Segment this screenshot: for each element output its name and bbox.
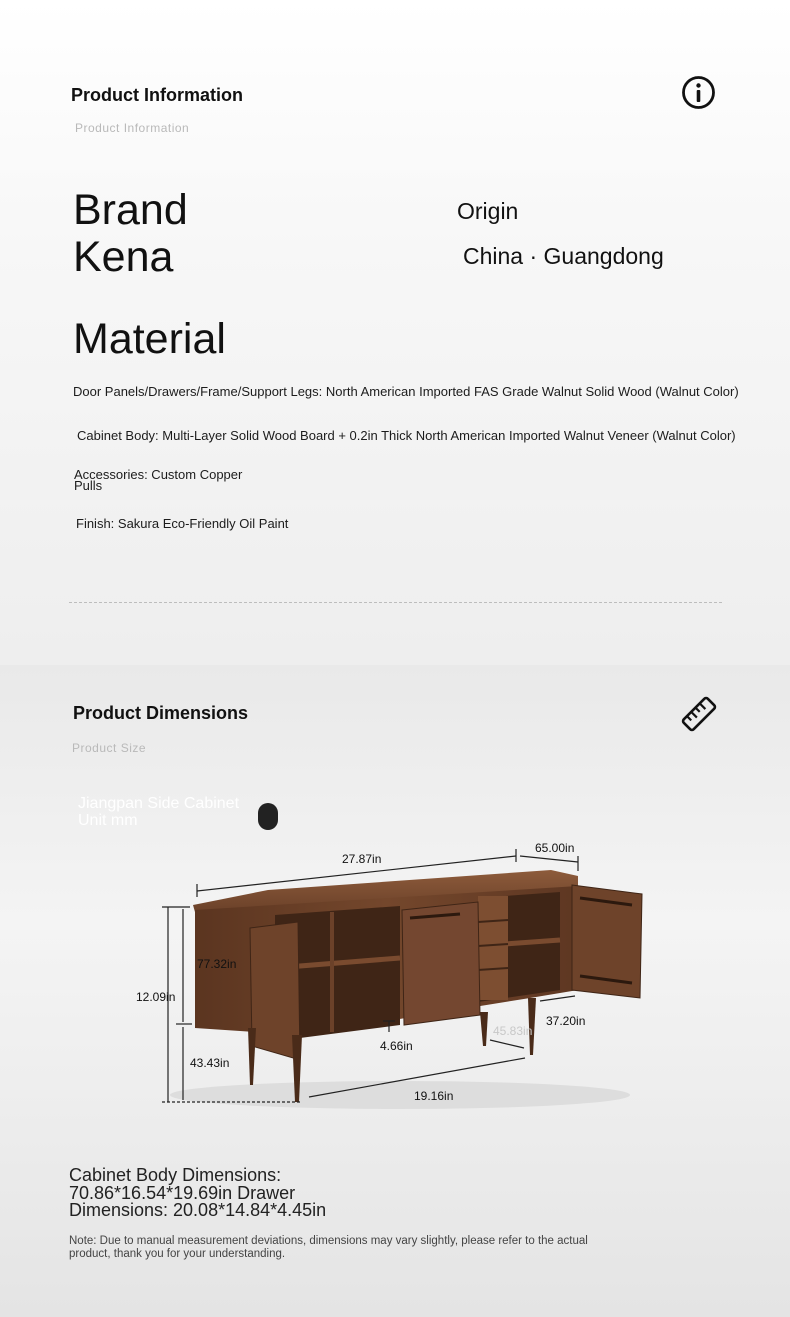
product-information-title: Product Information xyxy=(71,85,243,105)
dim-leg-gap: 4.66in xyxy=(380,1039,413,1053)
material-item-cabinet-body: Cabinet Body: Multi-Layer Solid Wood Board + 0.2in Thick North American Imported Walnut Veneer (Walnut Color) xyxy=(77,428,736,443)
measurement-note: Note: Due to manual measurement deviations, dimensions may vary slightly, please refer to the actual product, thank you for your understanding. xyxy=(69,1235,588,1260)
brand-label: Brand xyxy=(73,186,188,234)
dim-top-length: 27.87in xyxy=(342,852,382,866)
origin-value: China · Guangdong xyxy=(463,243,664,269)
origin-label: Origin xyxy=(457,198,519,224)
dim-total-height: 12.09in xyxy=(136,990,176,1004)
material-item-frame: Door Panels/Drawers/Frame/Support Legs: North American Imported FAS Grade Walnut Solid Wood (Walnut Color) xyxy=(73,384,739,399)
cabinet-dimensions-text: Cabinet Body Dimensions: 70.86*16.54*19.69in Drawer Dimensions: 20.08*14.84*4.45in xyxy=(69,1165,327,1220)
product-dimensions-title: Product Dimensions xyxy=(73,703,249,723)
brand-value: Kena xyxy=(73,233,174,281)
material-item-finish: Finish: Sakura Eco-Friendly Oil Paint xyxy=(76,516,289,531)
material-item-accessories: Accessories: Custom Copper Pulls xyxy=(74,467,243,493)
product-information-subtitle: Product Information xyxy=(75,121,190,135)
dim-side-depth: 37.20in xyxy=(546,1014,586,1028)
dim-base-length: 19.16in xyxy=(414,1089,454,1103)
dim-leg-depth: 45.83in xyxy=(493,1024,533,1038)
product-name-caption: Jiangpan Side Cabinet xyxy=(78,795,240,812)
dim-inner-height: 77.32in xyxy=(197,957,237,971)
product-dimensions-subtitle: Product Size xyxy=(72,741,147,755)
dim-leg-height: 43.43in xyxy=(190,1056,230,1070)
unit-caption: Unit mm xyxy=(78,812,138,829)
dim-top-depth: 65.00in xyxy=(535,841,575,855)
material-label: Material xyxy=(73,315,226,363)
